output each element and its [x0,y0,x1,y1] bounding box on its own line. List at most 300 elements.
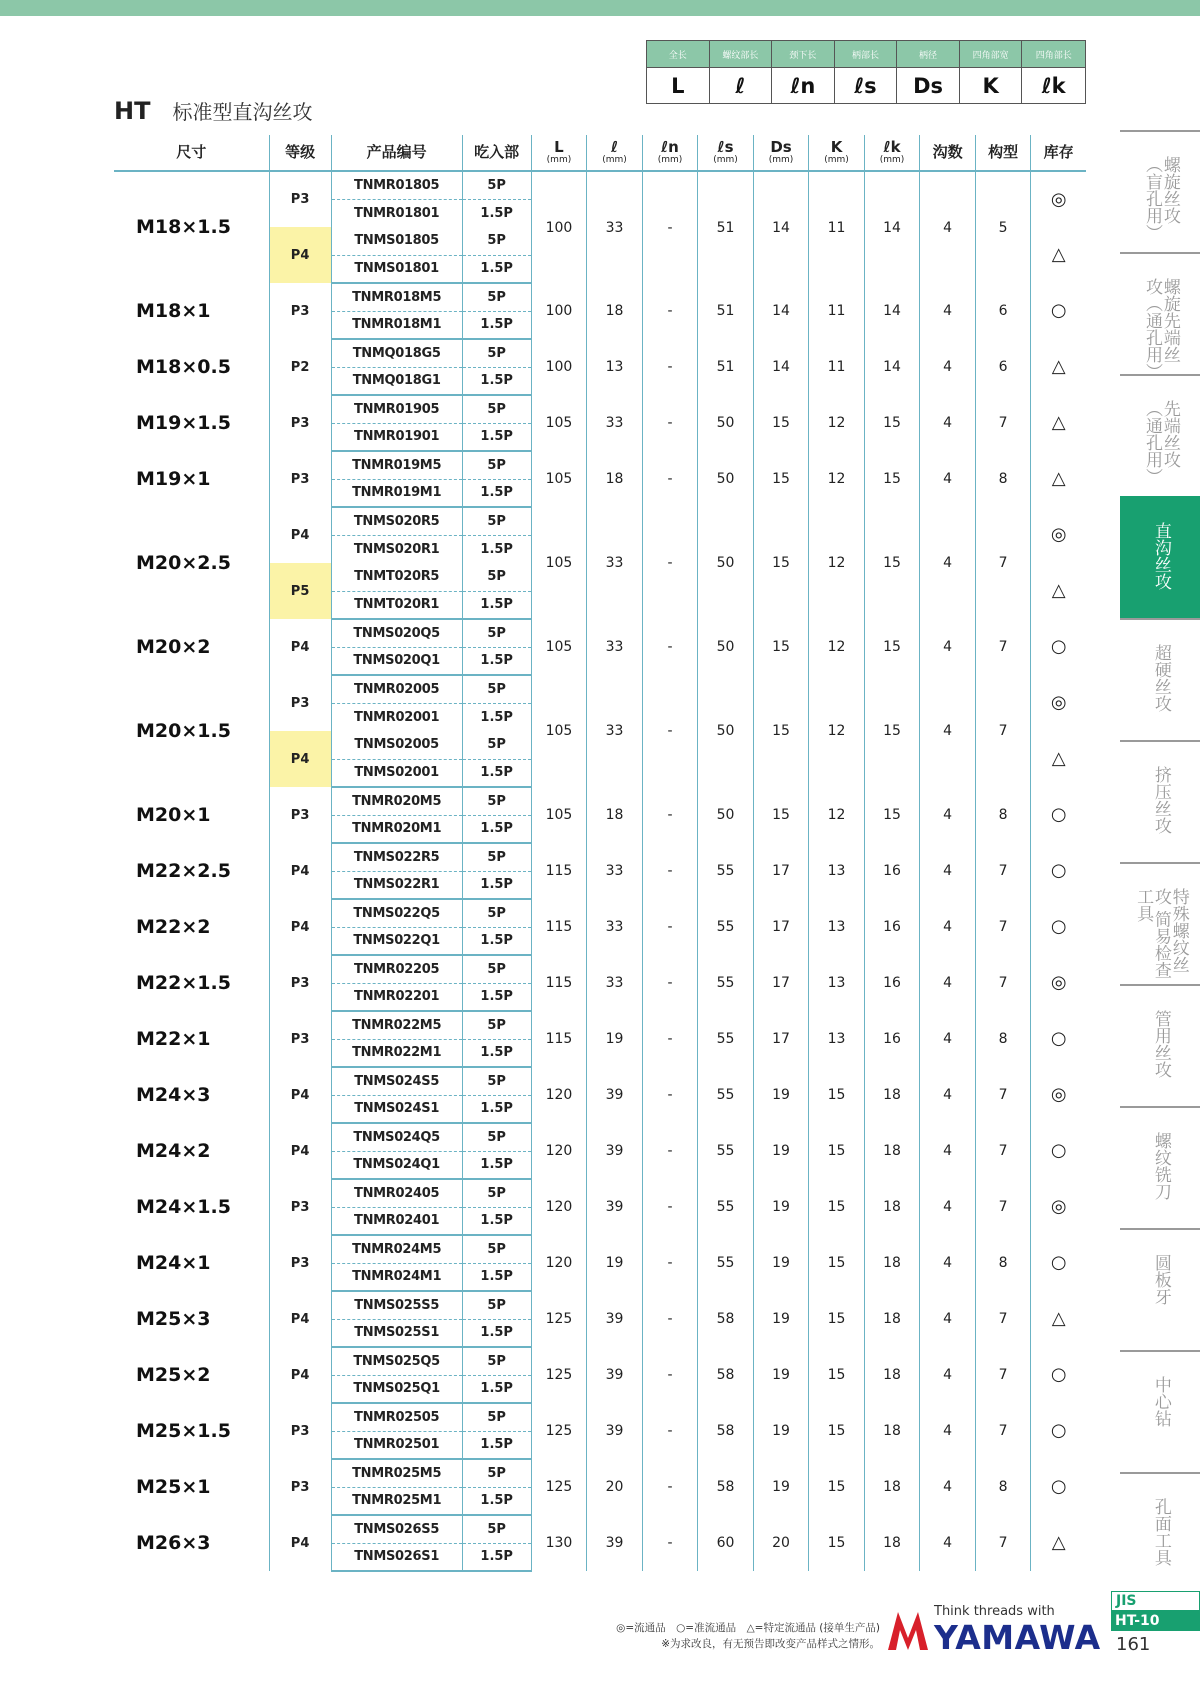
stock-cell: △ [1031,1515,1086,1571]
size-cell: M18×0.5 [136,355,231,378]
dim-L-cell: 120 [531,1179,587,1235]
dim-K-cell: 12 [809,395,865,451]
product-code-cell: TNMR024M1 [331,1263,462,1291]
side-tab-1[interactable] [1120,130,1200,252]
chamfer-cell: 5P [462,283,531,311]
dim-type-cell: 7 [975,675,1031,787]
product-code-cell: TNMR02201 [331,983,462,1011]
dim-Ds-cell: 19 [753,1459,809,1515]
dim-ln-cell: - [642,787,698,843]
dim-ln-cell: - [642,899,698,955]
dim-L-cell: 105 [531,619,587,675]
dim-type-cell: 8 [975,451,1031,507]
dim-ln-cell: - [642,1179,698,1235]
table-row [114,507,1086,535]
product-code-cell: TNMR018M5 [331,283,462,311]
stock-cell: △ [1031,395,1086,451]
chamfer-cell: 1.5P [462,1207,531,1235]
dim-ln-cell: - [642,1235,698,1291]
table-row [114,171,1086,199]
product-code-cell: TNMR019M5 [331,451,462,479]
dim-ls-cell: 55 [698,1179,754,1235]
product-code-cell: TNMR022M1 [331,1039,462,1067]
dim-l-cell: 39 [587,1291,643,1347]
col-flutes: 沟数 [920,135,976,171]
product-code-cell: TNMR018M1 [331,311,462,339]
grade-cell: P4 [269,899,331,955]
side-tab-12[interactable] [1120,1472,1200,1594]
dim-Ds-cell: 19 [753,1403,809,1459]
dim-K-cell: 13 [809,843,865,899]
grade-cell: P4 [269,1347,331,1403]
grade-cell: P3 [269,675,331,731]
chamfer-cell: 5P [462,395,531,423]
chamfer-cell: 5P [462,563,531,591]
legend-label: 四角部长 [1022,41,1085,68]
stock-cell: ○ [1031,283,1086,339]
legend-cell [897,41,960,103]
chamfer-cell: 1.5P [462,1543,531,1571]
grade-cell: P3 [269,283,331,339]
dim-lk-cell: 16 [864,1011,920,1067]
side-tab-4[interactable] [1120,496,1200,618]
dim-type-cell: 7 [975,619,1031,675]
stock-cell: △ [1031,563,1086,619]
table-row [114,1403,1086,1431]
product-code-cell: TNMR020M5 [331,787,462,815]
table-row [114,1347,1086,1375]
dim-type-cell: 7 [975,1123,1031,1179]
dim-L-cell: 100 [531,339,587,395]
product-code-cell: TNMR02005 [331,675,462,703]
stock-cell: △ [1031,227,1086,283]
size-cell: M25×2 [136,1363,211,1386]
chamfer-cell: 5P [462,1347,531,1375]
dim-flutes-cell: 4 [920,1067,976,1123]
dim-ln-cell: - [642,1011,698,1067]
product-code-cell: TNMS022R5 [331,843,462,871]
stock-cell: ◎ [1031,507,1086,563]
grade-cell: P4 [269,227,331,283]
dim-lk-cell: 15 [864,619,920,675]
product-code-cell: TNMR02405 [331,1179,462,1207]
dim-ln-cell: - [642,675,698,787]
dim-l-cell: 33 [587,507,643,619]
col-unit: (mm) [713,155,738,165]
dim-Ds-cell: 15 [753,395,809,451]
product-code-cell: TNMR02001 [331,703,462,731]
chamfer-cell: 5P [462,1291,531,1319]
table-row [114,1123,1086,1151]
dim-type-cell: 7 [975,899,1031,955]
side-tab-label: 螺旋先端丝攻（通孔用） [1142,278,1180,380]
dim-ls-cell: 50 [698,395,754,451]
dim-K-cell: 12 [809,451,865,507]
dim-type-cell: 6 [975,339,1031,395]
side-tab-8[interactable] [1120,984,1200,1106]
dim-L-cell: 120 [531,1235,587,1291]
series-code: HT [114,97,151,125]
chamfer-cell: 5P [462,1011,531,1039]
dim-K-cell: 15 [809,1235,865,1291]
page-number: 161 [1116,1634,1151,1655]
dim-K-cell: 13 [809,899,865,955]
dim-flutes-cell: 4 [920,787,976,843]
dim-l-cell: 33 [587,843,643,899]
stock-cell: ◎ [1031,1067,1086,1123]
col-stock: 库存 [1031,135,1086,171]
product-code-cell: TNMR020M1 [331,815,462,843]
dim-ln-cell: - [642,171,698,283]
product-code-cell: TNMS02005 [331,731,462,759]
grade-cell: P3 [269,1235,331,1291]
chamfer-cell: 5P [462,843,531,871]
dim-ls-cell: 58 [698,1347,754,1403]
dim-Ds-cell: 15 [753,675,809,787]
dim-ln-cell: - [642,507,698,619]
dim-L-cell: 105 [531,787,587,843]
chamfer-cell: 1.5P [462,1487,531,1515]
chamfer-cell: 5P [462,339,531,367]
brand-tagline: Think threads with [934,1604,1055,1619]
chamfer-cell: 5P [462,507,531,535]
chamfer-cell: 5P [462,1403,531,1431]
size-cell: M22×2 [136,915,211,938]
dim-l-cell: 19 [587,1011,643,1067]
dim-l-cell: 33 [587,171,643,283]
dim-l-cell: 33 [587,619,643,675]
dim-lk-cell: 18 [864,1403,920,1459]
dim-ls-cell: 51 [698,171,754,283]
dim-type-cell: 6 [975,283,1031,339]
dim-type-cell: 7 [975,1515,1031,1571]
legend-label: 螺纹部长 [710,41,772,68]
dim-type-cell: 7 [975,843,1031,899]
dim-ln-cell: - [642,395,698,451]
product-code-cell: TNMS025Q1 [331,1375,462,1403]
chamfer-cell: 1.5P [462,479,531,507]
col-L-symbol: L [554,138,564,156]
dim-ls-cell: 55 [698,1011,754,1067]
dim-flutes-cell: 4 [920,1235,976,1291]
dim-K-cell: 15 [809,1403,865,1459]
dim-flutes-cell: 4 [920,1403,976,1459]
col-lk [864,135,920,171]
chamfer-cell: 5P [462,1067,531,1095]
grade-cell: P3 [269,171,331,227]
dim-flutes-cell: 4 [920,395,976,451]
dim-type-cell: 8 [975,1235,1031,1291]
dim-flutes-cell: 4 [920,451,976,507]
chamfer-cell: 5P [462,1459,531,1487]
dim-l-cell: 39 [587,1403,643,1459]
dim-lk-cell: 18 [864,1235,920,1291]
dim-ls-cell: 60 [698,1515,754,1571]
dimension-legend [646,40,1086,104]
chamfer-cell: 1.5P [462,871,531,899]
dim-l-cell: 33 [587,955,643,1011]
dim-lk-cell: 15 [864,675,920,787]
side-tab-label: 螺纹铣刀 [1150,1132,1171,1200]
brand-name: YAMAWA [934,1618,1101,1657]
dim-ls-cell: 55 [698,899,754,955]
dim-L-cell: 105 [531,507,587,619]
dim-lk-cell: 18 [864,1067,920,1123]
dim-Ds-cell: 19 [753,1123,809,1179]
dim-ls-cell: 50 [698,619,754,675]
dim-flutes-cell: 4 [920,1179,976,1235]
dim-flutes-cell: 4 [920,171,976,283]
dim-ln-cell: - [642,1347,698,1403]
dim-K-cell: 12 [809,507,865,619]
legend-cell [647,41,710,103]
product-code-cell: TNMR02505 [331,1403,462,1431]
product-code-cell: TNMS025S1 [331,1319,462,1347]
spec-table [114,135,1086,1572]
dim-ls-cell: 50 [698,507,754,619]
dim-lk-cell: 16 [864,955,920,1011]
dim-ln-cell: - [642,619,698,675]
table-row [114,451,1086,479]
dim-L-cell: 115 [531,955,587,1011]
stock-cell: △ [1031,339,1086,395]
col-K-symbol: K [830,138,843,156]
col-unit: (mm) [824,155,849,165]
dim-lk-cell: 14 [864,171,920,283]
col-unit: (mm) [546,155,572,165]
grade-cell: P2 [269,339,331,395]
table-row [114,1067,1086,1095]
legend-cell [835,41,898,103]
dim-ls-cell: 58 [698,1403,754,1459]
product-code-cell: TNMR025M5 [331,1459,462,1487]
dim-type-cell: 5 [975,171,1031,283]
grade-cell: P4 [269,843,331,899]
dim-K-cell: 15 [809,1459,865,1515]
side-tab-9[interactable] [1120,1106,1200,1228]
dim-flutes-cell: 4 [920,955,976,1011]
dim-l-cell: 20 [587,1459,643,1515]
dim-Ds-cell: 15 [753,507,809,619]
dim-ls-cell: 55 [698,955,754,1011]
dim-L-cell: 125 [531,1459,587,1515]
dim-ls-cell: 51 [698,283,754,339]
size-cell: M20×1.5 [136,719,231,742]
dim-K-cell: 15 [809,1515,865,1571]
dim-Ds-cell: 17 [753,1011,809,1067]
dim-K-cell: 15 [809,1291,865,1347]
dim-flutes-cell: 4 [920,899,976,955]
dim-l-cell: 13 [587,339,643,395]
dim-flutes-cell: 4 [920,843,976,899]
product-code-cell: TNMR02501 [331,1431,462,1459]
stock-cell: △ [1031,451,1086,507]
side-tab-label: 中心钻 [1150,1376,1171,1427]
col-l [587,135,643,171]
stock-cell: ○ [1031,1459,1086,1515]
product-code-cell: TNMR01901 [331,423,462,451]
dim-lk-cell: 18 [864,1179,920,1235]
legend-symbol: ℓk [1041,73,1066,98]
stock-legend: ◎=流通品 ○=准流通品 △=特定流通品 (接单生产品) [616,1622,880,1634]
top-color-bar [0,0,1200,16]
dim-l-cell: 33 [587,899,643,955]
grade-cell: P3 [269,395,331,451]
dim-ln-cell: - [642,1123,698,1179]
dim-lk-cell: 15 [864,787,920,843]
product-code-cell: TNMR02205 [331,955,462,983]
product-code-cell: TNMR01801 [331,199,462,227]
dim-Ds-cell: 17 [753,899,809,955]
table-row [114,283,1086,311]
table-row [114,843,1086,871]
chamfer-cell: 1.5P [462,1431,531,1459]
legend-cell [772,41,835,103]
size-cell: M24×3 [136,1083,211,1106]
chamfer-cell: 5P [462,955,531,983]
side-tab-11[interactable] [1120,1350,1200,1472]
page-title: 标准型直沟丝攻 [172,100,313,124]
table-row [114,899,1086,927]
product-code-cell: TNMS02001 [331,759,462,787]
product-code-cell: TNMS022Q5 [331,899,462,927]
dim-flutes-cell: 4 [920,507,976,619]
legend-cell [710,41,773,103]
dim-K-cell: 13 [809,1011,865,1067]
legend-symbol: ℓ [735,73,746,98]
product-code-cell: TNMS025S5 [331,1291,462,1319]
legend-label: 全长 [647,41,709,68]
dim-ln-cell: - [642,1067,698,1123]
size-cell: M25×3 [136,1307,211,1330]
size-cell: M26×3 [136,1531,211,1554]
product-code-cell: TNMS025Q5 [331,1347,462,1375]
dim-type-cell: 7 [975,1179,1031,1235]
size-cell: M24×1 [136,1251,211,1274]
grade-cell: P4 [269,507,331,563]
dim-type-cell: 7 [975,1403,1031,1459]
table-row [114,955,1086,983]
side-tab-label: 圆板牙 [1150,1254,1171,1305]
table-row [114,675,1086,703]
stock-cell: ○ [1031,1235,1086,1291]
dim-Ds-cell: 19 [753,1179,809,1235]
product-code-cell: TNMS01805 [331,227,462,255]
col-size: 尺寸 [114,135,269,171]
grade-cell: P3 [269,1179,331,1235]
dim-lk-cell: 18 [864,1291,920,1347]
product-code-cell: TNMS024Q5 [331,1123,462,1151]
product-code-cell: TNMQ018G5 [331,339,462,367]
chamfer-cell: 1.5P [462,1095,531,1123]
product-code-cell: TNMS026S1 [331,1543,462,1571]
size-cell: M19×1.5 [136,411,231,434]
dim-l-cell: 39 [587,1515,643,1571]
col-ln [642,135,698,171]
dim-lk-cell: 15 [864,451,920,507]
chamfer-cell: 5P [462,1123,531,1151]
size-cell: M18×1.5 [136,216,231,238]
chamfer-cell: 1.5P [462,591,531,619]
side-tab-5[interactable] [1120,618,1200,740]
chamfer-cell: 5P [462,1515,531,1543]
stock-cell: ○ [1031,1011,1086,1067]
dim-ln-cell: - [642,451,698,507]
dim-K-cell: 15 [809,1067,865,1123]
size-cell: M25×1.5 [136,1419,231,1442]
dim-l-cell: 18 [587,451,643,507]
table-row [114,619,1086,647]
side-tab-6[interactable] [1120,740,1200,862]
table-row [114,1179,1086,1207]
chamfer-cell: 1.5P [462,1375,531,1403]
col-chamfer: 吃入部 [462,135,531,171]
dim-lk-cell: 18 [864,1347,920,1403]
chamfer-cell: 1.5P [462,311,531,339]
dim-type-cell: 7 [975,1347,1031,1403]
side-tab-label: 孔面工具 [1150,1498,1171,1566]
dim-type-cell: 8 [975,787,1031,843]
chamfer-cell: 5P [462,1235,531,1263]
stock-cell: ○ [1031,899,1086,955]
dim-l-cell: 33 [587,395,643,451]
side-tab-10[interactable] [1120,1228,1200,1350]
dim-ls-cell: 58 [698,1459,754,1515]
dim-lk-cell: 15 [864,507,920,619]
dim-K-cell: 15 [809,1179,865,1235]
dim-lk-cell: 14 [864,283,920,339]
col-unit: (mm) [768,155,794,165]
dim-lk-cell: 16 [864,899,920,955]
brand-block [886,1604,1101,1657]
dim-ls-cell: 51 [698,339,754,395]
dim-flutes-cell: 4 [920,1347,976,1403]
legend-label: 四角部宽 [960,41,1022,68]
side-tab-7[interactable] [1120,862,1200,984]
dim-ln-cell: - [642,1459,698,1515]
chamfer-cell: 5P [462,899,531,927]
dim-L-cell: 115 [531,899,587,955]
size-cell: M24×1.5 [136,1195,231,1218]
stock-cell: ◎ [1031,675,1086,731]
dim-flutes-cell: 4 [920,1459,976,1515]
legend-label: 柄部长 [835,41,897,68]
dim-L-cell: 105 [531,395,587,451]
side-tab-2[interactable] [1120,252,1200,380]
dim-l-cell: 39 [587,1067,643,1123]
size-cell: M24×2 [136,1139,211,1162]
yamawa-logo-icon [886,1608,930,1652]
size-cell: M25×1 [136,1475,211,1498]
dim-ln-cell: - [642,283,698,339]
grade-cell: P4 [269,731,331,787]
product-code-cell: TNMS020Q1 [331,647,462,675]
dim-flutes-cell: 4 [920,339,976,395]
dim-L-cell: 100 [531,171,587,283]
col-type: 构型 [975,135,1031,171]
chamfer-cell: 1.5P [462,927,531,955]
side-tab-label: 管用丝攻 [1150,1010,1171,1078]
product-code-cell: TNMR022M5 [331,1011,462,1039]
side-tab-3[interactable] [1120,374,1200,496]
dim-ls-cell: 50 [698,787,754,843]
dim-flutes-cell: 4 [920,283,976,339]
dim-flutes-cell: 4 [920,675,976,787]
chamfer-cell: 5P [462,227,531,255]
chamfer-cell: 1.5P [462,1263,531,1291]
product-code-cell: TNMS020R1 [331,535,462,563]
legend-label: 柄径 [897,41,959,68]
